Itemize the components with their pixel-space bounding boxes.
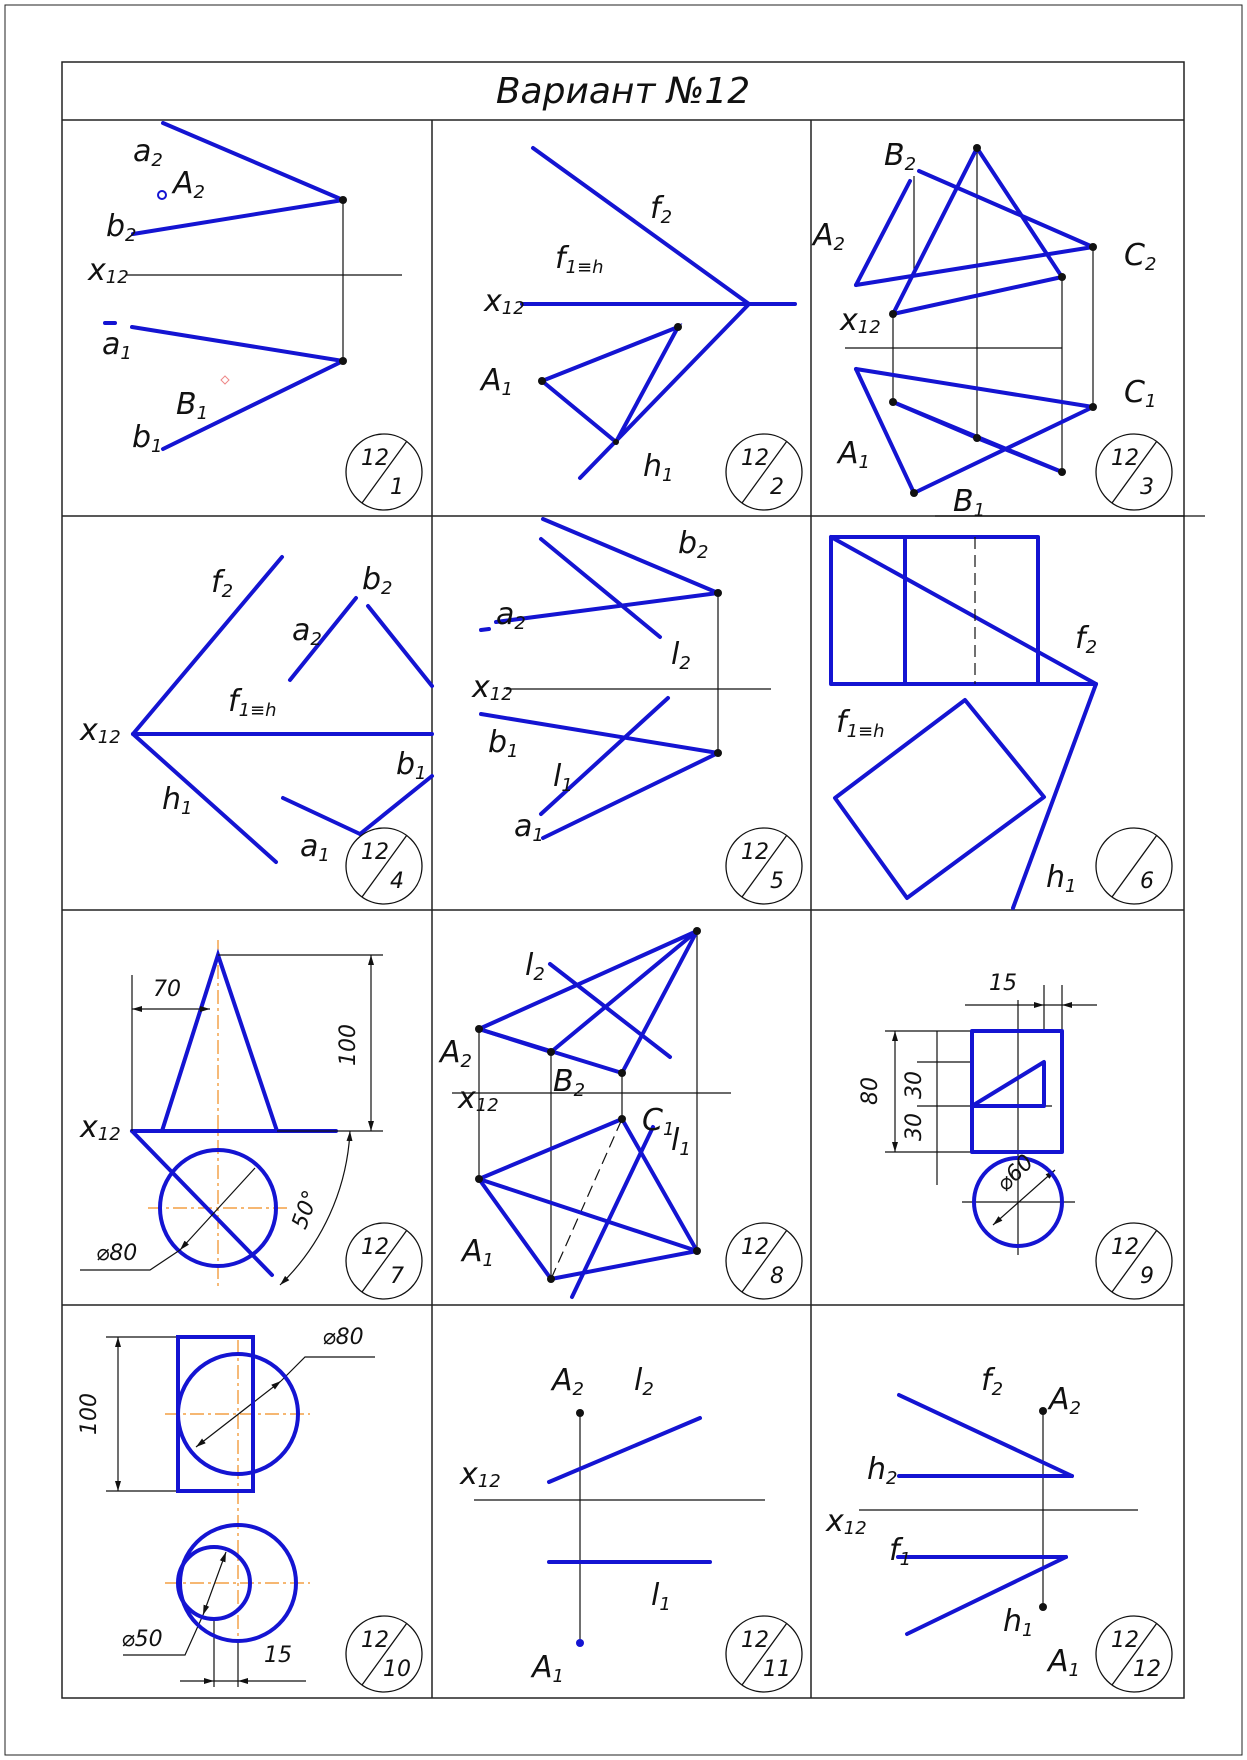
task-stamp [1096,828,1172,904]
point-A2 [1039,1407,1047,1415]
label-l2: l2 [671,637,691,674]
task-9 [858,971,1172,1299]
task-4 [79,557,432,904]
label-x12: x12 [484,284,525,319]
task-stamp [346,434,422,510]
label-f2: f2 [650,191,673,228]
task-stamp [726,1223,802,1299]
label-x12: x12 [80,1110,121,1145]
line-A2 [856,181,910,285]
label-a1: a1 [102,327,132,364]
line-h1 [133,734,276,862]
stamp-task-number: 1 [390,475,404,500]
line-a1 [283,798,360,834]
label-h1: h1 [1046,860,1077,897]
vertex-dot [714,589,722,597]
vertex-dot [1089,403,1097,411]
label-A1: A1 [532,1650,564,1687]
task-10 [77,1325,422,1692]
label-a1: a1 [300,829,330,866]
task-3 [811,138,1205,521]
vertex-dot [1058,468,1066,476]
label-h1: h1 [1003,1604,1034,1641]
label-A1: A1 [481,363,513,400]
task-5 [471,519,802,904]
line-l1 [541,698,668,814]
task-11 [459,1363,802,1692]
task-2 [479,148,802,510]
label-A1: A1 [838,436,870,473]
stamp-variant: 12 [1111,446,1139,471]
vertex-dot [475,1025,483,1033]
arrowhead [1034,1002,1044,1008]
label-a1: a1 [514,809,544,846]
line-h1 [907,1557,1066,1634]
label-l1: l1 [671,1123,691,1160]
task-1 [87,123,422,510]
task-8 [438,927,802,1299]
triangle [542,327,678,442]
line-a2-tick [481,629,489,630]
dim-dia80: ⌀80 [96,1241,138,1266]
label-b1: b1 [488,725,519,762]
label-x12: x12 [88,253,129,288]
label-C1: C1 [1124,375,1157,412]
stamp-task-number: 10 [383,1657,411,1682]
vertex-dot [339,196,347,204]
task-stamp [726,434,802,510]
vertex-dot [613,439,619,445]
line-b2 [133,200,343,234]
label-a2: a2 [133,134,163,171]
point-A1 [1039,1603,1047,1611]
label-a2: a2 [496,597,526,634]
dim-angle50: 50° [287,1187,325,1233]
label-B1: B1 [176,387,209,424]
vertex-dot [1058,273,1066,281]
plane-rect [831,537,1038,684]
dim-15: 15 [989,971,1017,996]
stamp-task-number: 3 [1140,475,1154,500]
stamp-variant: 12 [741,1235,769,1260]
point-A1 [538,377,546,385]
task-6 [831,537,1172,908]
vertex-dot [339,357,347,365]
stamp-task-number: 11 [763,1657,791,1682]
block-rect [972,1031,1062,1152]
line-f2 [899,1395,1072,1476]
inner-triangle [972,1062,1044,1106]
label-f1-h2: f1≡h [228,684,277,721]
dim-30-top: 30 [902,1071,927,1099]
stamp-variant: 12 [741,840,769,865]
label-f2: f2 [211,565,234,602]
stamp-variant: 12 [361,840,389,865]
label-x12: x12 [80,713,121,748]
line-B2-apex [551,931,697,1052]
label-f1-h2: f1≡h [836,705,885,742]
label-b2: b2 [362,562,393,599]
stamp-variant: 12 [361,1628,389,1653]
vertex-dot [693,927,701,935]
dim-dia80: ⌀80 [322,1325,364,1350]
arrowhead [238,1678,248,1684]
stamp-variant: 12 [741,1628,769,1653]
stamp-variant: 12 [1111,1628,1139,1653]
dim-15: 15 [264,1643,292,1668]
label-x12: x12 [458,1081,499,1116]
label-A1: A1 [1048,1644,1080,1681]
label-A2: A2 [1049,1382,1081,1419]
label-A2: A2 [173,166,205,203]
label-f1-h2: f1≡h [555,241,604,278]
stamp-variant: 12 [361,446,389,471]
line-a2 [496,593,718,622]
task-stamp [1096,434,1172,510]
line-l2 [541,539,660,637]
label-x12: x12 [826,1504,867,1539]
dia-leader [180,1168,255,1250]
stamp-task-number: 5 [770,869,784,894]
label-h1: h1 [162,782,193,819]
point-A2 [576,1409,584,1417]
label-x12: x12 [840,303,881,338]
task-stamp [1096,1223,1172,1299]
label-A2: A2 [440,1035,472,1072]
stamp-variant: 12 [1111,1235,1139,1260]
vertex-dot [973,144,981,152]
dim-100: 100 [77,1393,102,1435]
line-f2 [533,148,749,304]
vertex-dot [889,310,897,318]
label-B1: B1 [953,484,986,521]
dim-30-bottom: 30 [902,1113,927,1141]
line-b1 [360,776,432,834]
label-C2: C2 [1124,238,1157,275]
vertex-dot [547,1048,555,1056]
label-h1: h1 [643,449,674,486]
stamp-task-number: 8 [770,1264,784,1289]
label-f1: f1 [889,1533,912,1570]
dim-70: 70 [153,977,181,1002]
task-7 [79,940,422,1299]
label-C1: C1 [642,1103,675,1140]
stamp-task-number: 12 [1133,1657,1161,1682]
vertex-dot [889,398,897,406]
label-f2: f2 [981,1363,1004,1400]
vertex-dot [674,323,682,331]
vertex-dot [618,1115,626,1123]
label-A1: A1 [462,1234,494,1271]
dim-dia50: ⌀50 [121,1627,163,1652]
line-b2 [368,606,432,686]
stamp-variant: 12 [361,1235,389,1260]
label-B2: B2 [553,1064,586,1101]
point-A1 [576,1639,584,1647]
label-A2: A2 [813,218,845,255]
task-stamp [726,828,802,904]
task-stamp [1096,1616,1172,1692]
line-A2B2 [479,1029,551,1052]
vertex-dot [973,434,981,442]
vertex-dot [693,1247,701,1255]
stamp-variant: 12 [741,446,769,471]
line-f2 [831,537,1096,684]
vertex-dot [618,1069,626,1077]
line-l2 [549,1418,700,1482]
vertex-dot [475,1175,483,1183]
label-l2: l2 [525,948,545,985]
line-A1 [856,369,914,493]
stamp-task-number: 6 [1140,869,1154,894]
label-b1: b1 [396,747,427,784]
sheet-title: Вариант №12 [495,71,751,112]
point-A2 [158,191,166,199]
arrowhead [1062,1002,1072,1008]
stamp-task-number: 9 [1140,1264,1154,1289]
arrowhead [204,1678,214,1684]
stamp-task-number: 2 [770,475,784,500]
label-a2: a2 [292,613,322,650]
dim-80: 80 [858,1077,883,1105]
label-b2: b2 [106,209,137,246]
label-B2: B2 [884,138,917,175]
label-b2: b2 [678,526,709,563]
line-h1 [580,304,749,478]
label-f2: f2 [1075,621,1098,658]
label-l1: l1 [651,1578,671,1615]
task-stamp [346,1223,422,1299]
dia80-leader [281,1357,375,1381]
top-circle-small [178,1547,250,1619]
line-l2 [550,964,670,1057]
vertex-dot [714,749,722,757]
label-x12: x12 [472,670,513,705]
label-A2: A2 [552,1363,584,1400]
label-l2: l2 [634,1363,654,1400]
task-12 [825,1363,1172,1692]
vertex-dot [910,489,918,497]
task-stamp [346,828,422,904]
task-stamp [346,1616,422,1692]
label-h2: h2 [867,1452,898,1489]
label-l1: l1 [553,759,573,796]
stamp-task-number: 4 [390,869,404,894]
vertex-dot [1089,243,1097,251]
stamp-task-number: 7 [390,1264,404,1289]
vertex-dot [547,1275,555,1283]
label-x12: x12 [460,1457,501,1492]
task-stamp [726,1616,802,1692]
line-a1 [132,327,343,361]
marker-diamond [221,376,229,384]
dim-dia60: ⌀60 [991,1149,1039,1197]
line-B1-right [551,1251,697,1279]
dim-100: 100 [336,1024,361,1066]
label-b1: b1 [132,420,163,457]
